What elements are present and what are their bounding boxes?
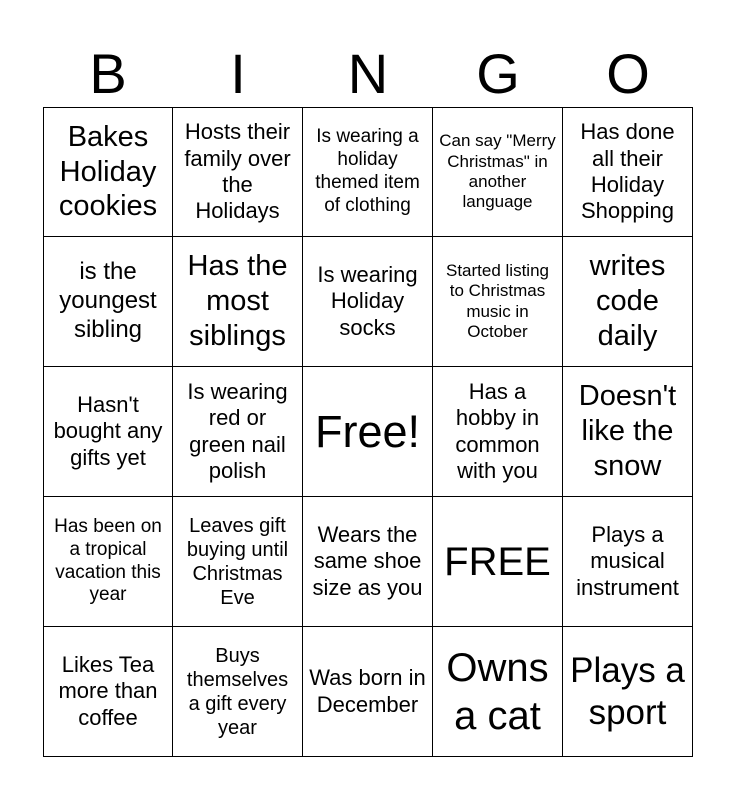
header-letter-g: G	[476, 42, 520, 105]
bingo-cell[interactable]	[433, 107, 563, 237]
bingo-cell[interactable]	[43, 627, 173, 757]
cell-text: Hasn't bought any gifts yet	[53, 391, 163, 470]
cell-text: Doesn't like the snow	[578, 380, 677, 482]
bingo-board	[43, 107, 693, 757]
cell-text: is the youngest sibling	[59, 258, 157, 343]
bingo-cell[interactable]	[433, 367, 563, 497]
cell-text: Is wearing Holiday socks	[317, 261, 418, 340]
cell-text: Owns a cat	[446, 645, 549, 738]
bingo-cell[interactable]	[563, 367, 693, 497]
bingo-cell[interactable]	[173, 497, 303, 627]
cell-text: Wears the same shoe size as you	[312, 521, 423, 600]
bingo-header	[43, 40, 693, 108]
cell-text: Was born in December	[309, 665, 426, 717]
free-space-text: Free!	[314, 405, 421, 457]
cell-text: Is wearing a holiday themed item of clothing	[315, 126, 420, 216]
cell-text: Plays a musical instrument	[576, 521, 679, 600]
bingo-cell[interactable]	[43, 107, 173, 237]
header-letter-b: B	[89, 42, 127, 105]
cell-text: Started listing to Christmas music in October	[446, 260, 549, 341]
cell-text: FREE	[444, 539, 551, 584]
cell-text: Is wearing red or green nail polish	[187, 378, 288, 483]
bingo-cell[interactable]	[433, 627, 563, 757]
bingo-cell[interactable]	[563, 627, 693, 757]
bingo-cell[interactable]	[303, 497, 433, 627]
cell-text: Can say "Merry Christmas" in another language	[439, 131, 556, 212]
cell-text: Has done all their Holiday Shopping	[580, 119, 675, 224]
bingo-cell[interactable]	[563, 497, 693, 627]
bingo-cell[interactable]	[173, 237, 303, 367]
cell-text: Leaves gift buying until Christmas Eve	[186, 514, 289, 609]
free-space[interactable]	[303, 367, 433, 497]
header-letter-o: O	[606, 42, 650, 105]
header-letter-i: I	[230, 42, 246, 105]
bingo-cell[interactable]	[433, 497, 563, 627]
bingo-cell[interactable]	[303, 627, 433, 757]
bingo-cell[interactable]	[43, 497, 173, 627]
cell-text: Hosts their family over the Holidays	[184, 119, 291, 224]
bingo-cell[interactable]	[563, 107, 693, 237]
cell-text: writes code daily	[589, 250, 666, 352]
cell-text: Has a hobby in common with you	[455, 378, 540, 483]
header-letter-n: N	[347, 42, 389, 105]
bingo-cell[interactable]	[303, 107, 433, 237]
cell-text: Likes Tea more than coffee	[58, 651, 158, 730]
cell-text: Buys themselves a gift every year	[186, 644, 289, 739]
bingo-cell[interactable]	[43, 367, 173, 497]
bingo-cell[interactable]	[173, 627, 303, 757]
bingo-cell[interactable]	[173, 107, 303, 237]
cell-text: Has been on a tropical vacation this year	[54, 515, 162, 606]
bingo-cell[interactable]	[433, 237, 563, 367]
cell-text: Has the most siblings	[187, 250, 288, 352]
bingo-cell[interactable]	[303, 237, 433, 367]
bingo-cell[interactable]	[563, 237, 693, 367]
cell-text: Plays a sport	[570, 650, 685, 732]
bingo-cell[interactable]	[173, 367, 303, 497]
cell-text: Bakes Holiday cookies	[58, 120, 158, 223]
bingo-cell[interactable]	[43, 237, 173, 367]
